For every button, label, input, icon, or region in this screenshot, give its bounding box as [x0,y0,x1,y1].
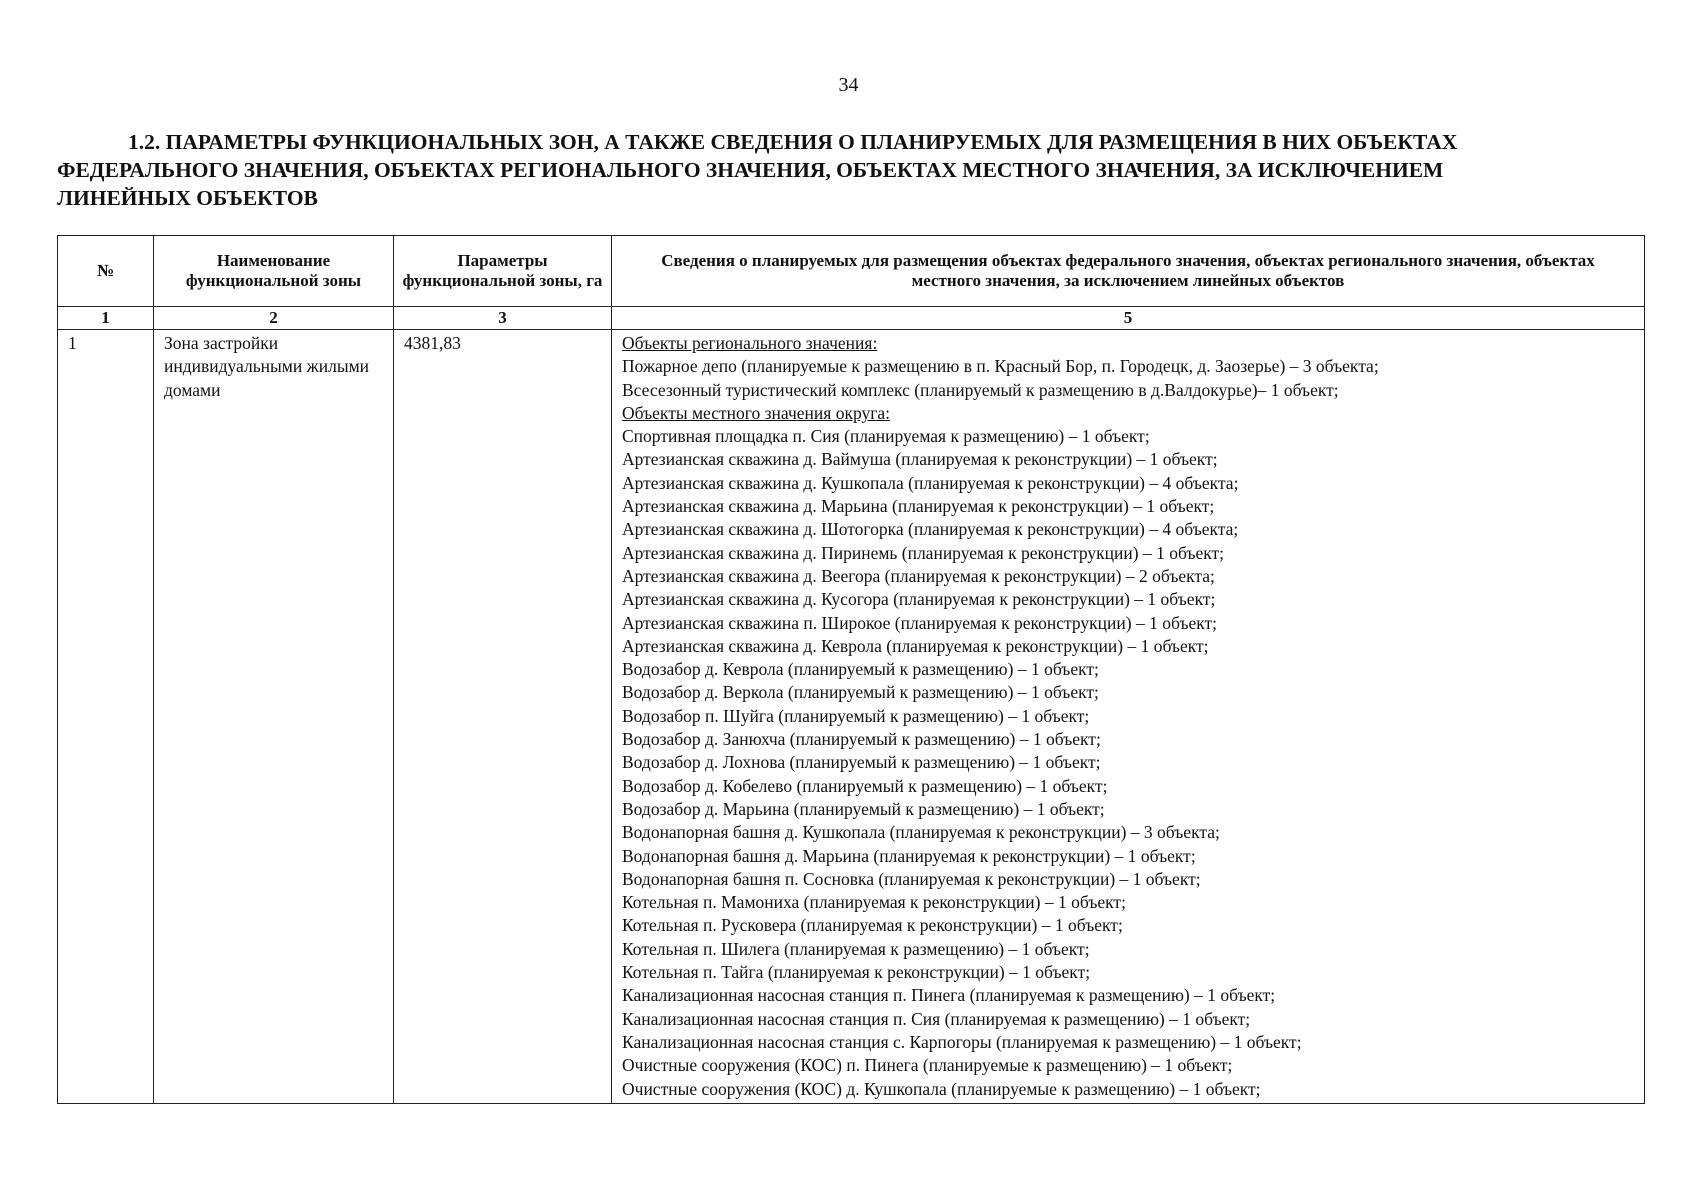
list-item: Котельная п. Шилега (планируемая к размещению) – 1 объект; [622,938,1090,959]
list-item: Артезианская скважина п. Широкое (планируемая к реконструкции) – 1 объект; [622,612,1218,633]
list-item: Водозабор д. Веркола (планируемый к размещению) – 1 объект; [622,682,1099,703]
list-item: Артезианская скважина д. Кушкопала (планируемая к реконструкции) – 4 объекта; [622,472,1239,493]
list-item: Очистные сооружения (КОС) п. Пинега (планируемые к размещению) – 1 объект; [622,1055,1233,1076]
list-item: Канализационная насосная станция с. Карпогоры (планируемая к размещению) – 1 объект; [622,1031,1302,1052]
heading-line-2: ФЕДЕРАЛЬНОГО ЗНАЧЕНИЯ, ОБЪЕКТАХ РЕГИОНАЛЬНОГО ЗНАЧЕНИЯ, ОБЪЕКТАХ МЕСТНОГО ЗНАЧЕНИЯ, ЗА ИСКЛЮЧЕНИЕМ [57,158,1444,182]
list-item: Водозабор д. Лохнова (планируемый к размещению) – 1 объект; [622,752,1101,773]
functional-zones-table [57,235,1645,1104]
heading-line-1: 1.2. ПАРАМЕТРЫ ФУНКЦИОНАЛЬНЫХ ЗОН, А ТАКЖЕ СВЕДЕНИЯ О ПЛАНИРУЕМЫХ ДЛЯ РАЗМЕЩЕНИЯ В НИХ ОБЪЕКТАХ [128,130,1458,154]
list-item: Артезианская скважина д. Пиринемь (планируемая к реконструкции) – 1 объект; [622,542,1225,563]
list-item: Спортивная площадка п. Сия (планируемая к размещению) – 1 объект; [622,426,1150,447]
column-number: 5 [612,307,1645,330]
header-planned-objects: Сведения о планируемых для размещения объектах федерального значения, объектах регионального значения, объектах местного значения, за исключением линейных объектов [612,236,1645,307]
list-item: Пожарное депо (планируемые к размещению в п. Красный Бор, п. Городецк, д. Заозерье) – 3 объекта; [622,356,1379,377]
list-item: Водозабор д. Кобелево (планируемый к размещению) – 1 объект; [622,775,1108,796]
list-item: Водозабор п. Шуйга (планируемый к размещению) – 1 объект; [622,705,1090,726]
header-row [58,236,1645,307]
list-item: Водонапорная башня п. Сосновка (планируемая к реконструкции) – 1 объект; [622,868,1201,889]
list-item: Артезианская скважина д. Ваймуша (планируемая к реконструкции) – 1 объект; [622,449,1218,470]
section-heading [57,128,1645,212]
list-item: Канализационная насосная станция п. Пинега (планируемая к размещению) – 1 объект; [622,985,1276,1006]
list-item: Котельная п. Мамониха (планируемая к реконструкции) – 1 объект; [622,892,1126,913]
column-number: 3 [394,307,612,330]
planned-objects-cell [612,330,1645,1104]
list-item: Водозабор д. Занюхча (планируемый к размещению) – 1 объект; [622,729,1101,750]
zone-name: Зона застройки индивидуальными жилыми домами [154,330,394,1104]
heading-line-3: ЛИНЕЙНЫХ ОБЪЕКТОВ [57,186,318,210]
zone-area: 4381,83 [394,330,612,1104]
list-item: Артезианская скважина д. Шотогорка (планируемая к реконструкции) – 4 объекта; [622,519,1239,540]
header-zone-name: Наименование функциональной зоны [154,236,394,307]
column-number-row [58,307,1645,330]
list-item: Артезианская скважина д. Кусогора (планируемая к реконструкции) – 1 объект; [622,589,1216,610]
list-item: Всесезонный туристический комплекс (планируемый к размещению в д.Валдокурье)– 1 объект; [622,379,1339,400]
list-item: Артезианская скважина д. Марьина (планируемая к реконструкции) – 1 объект; [622,496,1215,517]
object-group-heading: Объекты местного значения округа: [622,402,891,423]
list-item: Водонапорная башня д. Кушкопала (планируемая к реконструкции) – 3 объекта; [622,822,1220,843]
header-num: № [58,236,154,307]
page-number: 34 [838,74,859,96]
list-item: Артезианская скважина д. Кеврола (планируемая к реконструкции) – 1 объект; [622,635,1209,656]
header-zone-params: Параметры функциональной зоны, га [394,236,612,307]
planned-objects-list [622,332,1634,1101]
list-item: Очистные сооружения (КОС) д. Кушкопала (планируемые к размещению) – 1 объект; [622,1078,1261,1099]
row-number: 1 [58,330,154,1104]
list-item: Канализационная насосная станция п. Сия (планируемая к размещению) – 1 объект; [622,1008,1251,1029]
column-number: 2 [154,307,394,330]
object-group-heading: Объекты регионального значения: [622,333,878,353]
list-item: Водонапорная башня д. Марьина (планируемая к реконструкции) – 1 объект; [622,845,1196,866]
list-item: Водозабор д. Марьина (планируемый к размещению) – 1 объект; [622,798,1105,819]
list-item: Котельная п. Русковера (планируемая к реконструкции) – 1 объект; [622,915,1123,936]
list-item: Котельная п. Тайга (планируемая к реконструкции) – 1 объект; [622,962,1091,983]
table-row [58,330,1645,1104]
list-item: Артезианская скважина д. Веегора (планируемая к реконструкции) – 2 объекта; [622,565,1215,586]
column-number: 1 [58,307,154,330]
list-item: Водозабор д. Кеврола (планируемый к размещению) – 1 объект; [622,659,1099,680]
